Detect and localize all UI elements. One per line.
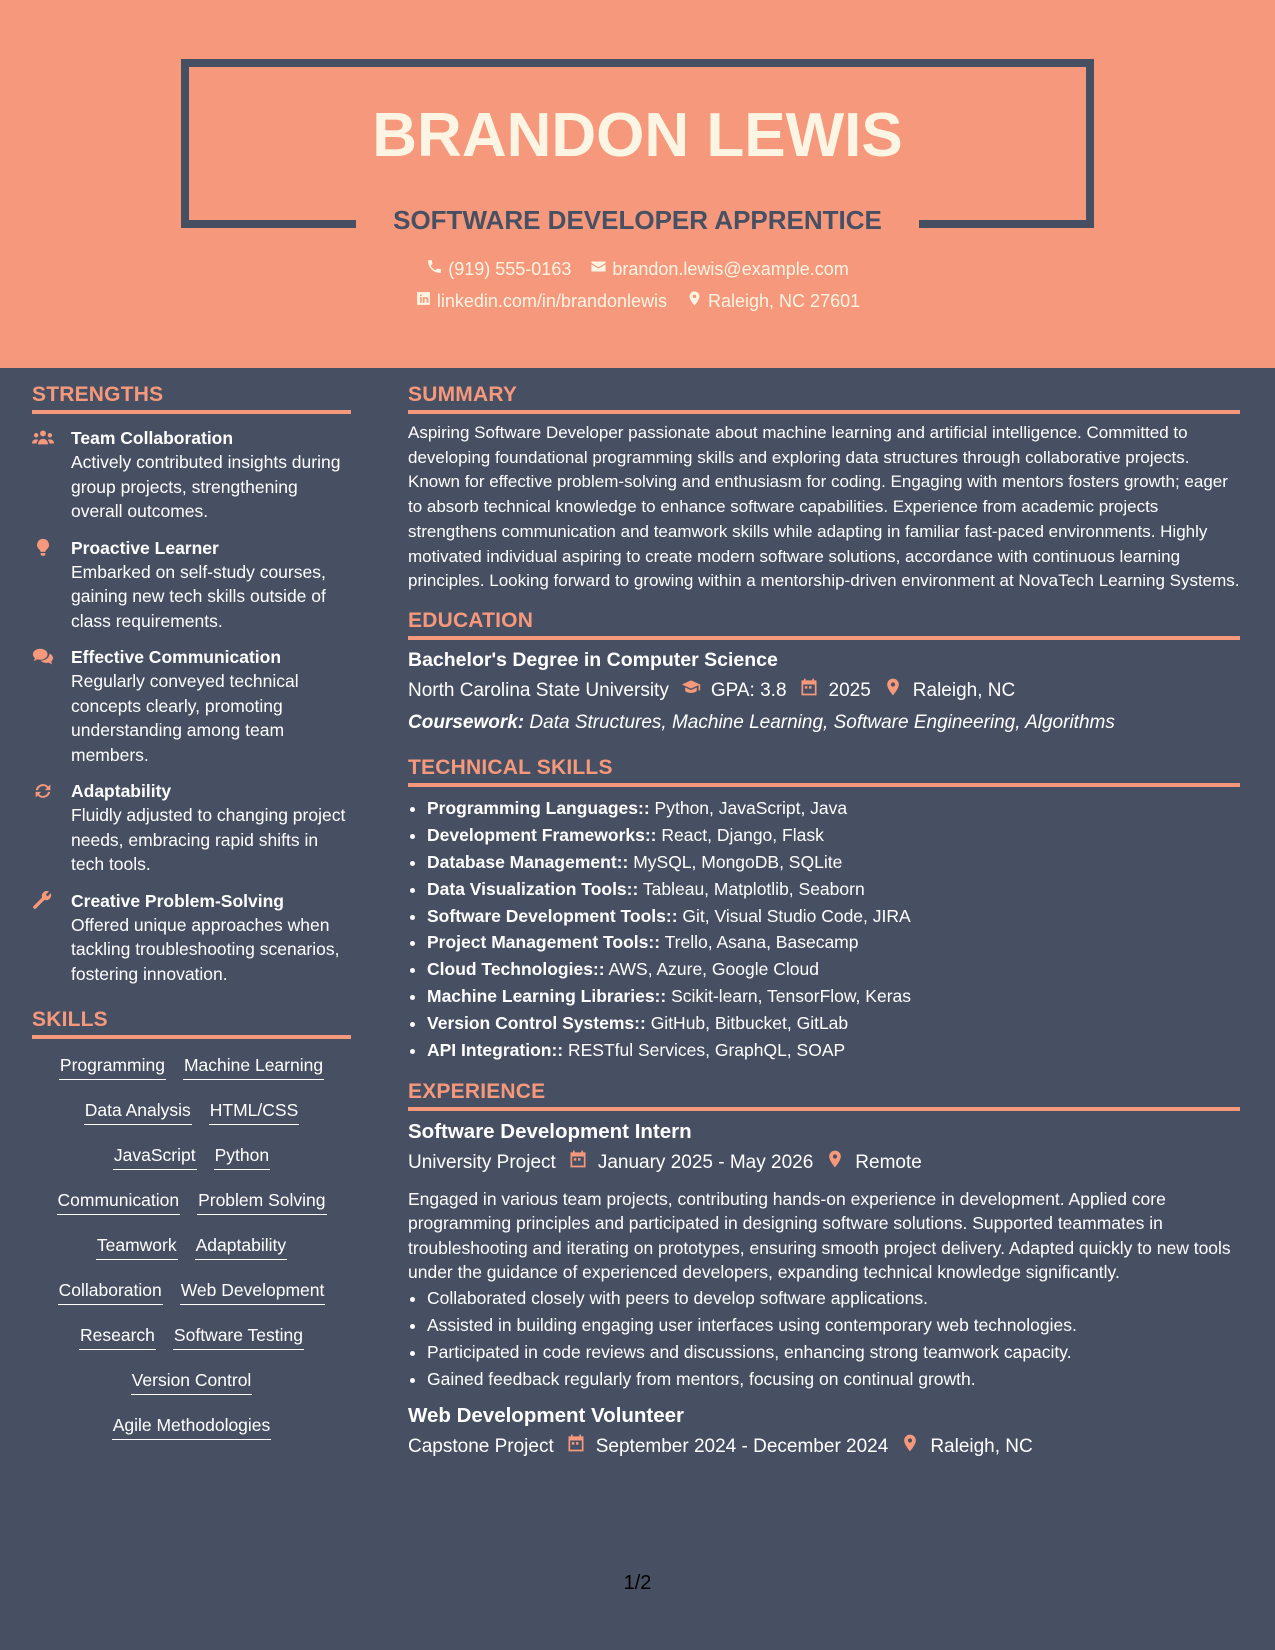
- map-marker-icon: [888, 1433, 930, 1461]
- job-entry: [408, 1119, 1240, 1393]
- gpa-text: GPA: 3.8: [710, 679, 787, 701]
- contact-line-1: [0, 258, 1275, 280]
- users-icon: [32, 428, 56, 448]
- education-heading: EDUCATION: [408, 609, 1240, 640]
- linkedin-icon: [415, 290, 437, 312]
- sync-icon: [32, 781, 56, 801]
- skill-values: Tableau, Matplotlib, Seaborn: [642, 878, 865, 899]
- education-meta: [408, 677, 1240, 705]
- job-bullets: [408, 1285, 1240, 1393]
- list-item: • Collaborated closely with peers to develop software applications.: [427, 1285, 1240, 1312]
- calendar-icon: [787, 677, 829, 705]
- skill-tag: Data Analysis: [84, 1098, 192, 1125]
- degree-title: Bachelor's Degree in Computer Science: [408, 648, 778, 671]
- skill-values: React, Django, Flask: [661, 824, 824, 845]
- strength-item: [32, 889, 351, 987]
- map-marker-icon: [813, 1149, 855, 1177]
- skill-category: Machine Learning Libraries::: [427, 986, 667, 1007]
- linkedin-contact[interactable]: [415, 290, 667, 312]
- strength-title: Proactive Learner: [71, 537, 219, 558]
- list-item: [427, 903, 1240, 930]
- skill-category: Development Frameworks::: [427, 824, 657, 845]
- skill-tag: Problem Solving: [197, 1188, 326, 1215]
- header-frame-top: [181, 59, 1094, 67]
- graduation-year: 2025: [828, 679, 871, 701]
- skill-values: Scikit-learn, TensorFlow, Keras: [671, 986, 912, 1007]
- skill-tag: Programming: [59, 1053, 166, 1080]
- location-contact: [686, 290, 860, 312]
- skill-category: Version Control Systems::: [427, 1013, 646, 1034]
- map-marker-icon: [686, 290, 708, 312]
- skill-category: Data Visualization Tools::: [427, 878, 639, 899]
- skill-category: Software Development Tools::: [427, 905, 678, 926]
- strength-item: [32, 426, 351, 524]
- skill-category: Database Management::: [427, 851, 629, 872]
- strength-item: [32, 536, 351, 634]
- skill-category: Cloud Technologies::: [427, 959, 605, 980]
- envelope-icon: [590, 258, 612, 280]
- skill-row: [32, 1188, 351, 1233]
- header-banner: [0, 0, 1275, 368]
- strength-desc: Embarked on self-study courses, gaining new tech skills outside of class requirements.: [71, 561, 326, 631]
- list-item: • Participated in code reviews and discussions, enhancing strong teamwork capacity.: [427, 1339, 1240, 1366]
- technical-skills-list: [408, 795, 1240, 1064]
- job-location: Raleigh, NC: [930, 1435, 1033, 1457]
- list-item: [427, 983, 1240, 1010]
- skill-tag: Software Testing: [173, 1323, 304, 1350]
- summary-heading: SUMMARY: [408, 383, 1240, 414]
- lightbulb-icon: [32, 538, 56, 558]
- skill-tag: Teamwork: [96, 1233, 178, 1260]
- skill-row: [32, 1323, 351, 1368]
- technical-skills-heading: TECHNICAL SKILLS: [408, 756, 1240, 787]
- skill-values: RESTful Services, GraphQL, SOAP: [567, 1040, 846, 1061]
- strength-title: Adaptability: [71, 781, 172, 801]
- phone-icon: [426, 258, 448, 280]
- strength-title: Team Collaboration: [71, 428, 234, 448]
- skill-row: [32, 1143, 351, 1188]
- strength-desc: Regularly conveyed technical concepts clearly, promoting understanding among team members.: [71, 671, 299, 765]
- calendar-icon: [556, 1149, 598, 1177]
- skill-values: Python, JavaScript, Java: [654, 797, 848, 818]
- job-dates: September 2024 - December 2024: [595, 1435, 889, 1457]
- skill-row: [32, 1098, 351, 1143]
- strength-title: Creative Problem-Solving: [71, 890, 284, 911]
- job-entry-title: Software Development Intern: [408, 1119, 692, 1143]
- skill-values: GitHub, Bitbucket, GitLab: [650, 1013, 849, 1034]
- job-title: SOFTWARE DEVELOPER APPRENTICE: [393, 205, 882, 235]
- map-marker-icon: [871, 677, 913, 705]
- school-name: North Carolina State University: [408, 679, 669, 701]
- comments-icon: [32, 647, 56, 667]
- skill-tag: Python: [214, 1143, 270, 1170]
- graduation-cap-icon: [669, 677, 711, 705]
- job-org: University Project: [408, 1151, 556, 1173]
- job-meta: [408, 1433, 1240, 1461]
- list-item: [427, 822, 1240, 849]
- skill-tag: Communication: [57, 1188, 181, 1215]
- coursework-list: Data Structures, Machine Learning, Software Engineering, Algorithms: [529, 711, 1115, 733]
- calendar-icon: [554, 1433, 596, 1461]
- list-item: • Gained feedback regularly from mentors, focusing on continual growth.: [427, 1366, 1240, 1393]
- skill-tag: Research: [79, 1323, 156, 1350]
- strength-item: [32, 779, 351, 877]
- skill-values: MySQL, MongoDB, SQLite: [633, 851, 843, 872]
- skill-tag: Collaboration: [58, 1278, 163, 1305]
- list-item: [427, 1010, 1240, 1037]
- skill-row: [32, 1413, 351, 1458]
- skill-values: Trello, Asana, Basecamp: [664, 932, 859, 953]
- job-meta: [408, 1149, 1240, 1177]
- skill-tag: HTML/CSS: [209, 1098, 299, 1125]
- skill-tag: Agile Methodologies: [112, 1413, 272, 1440]
- strength-desc: Actively contributed insights during group projects, strengthening overall outcomes.: [71, 452, 341, 521]
- linkedin-text: linkedin.com/in/brandonlewis: [436, 290, 667, 311]
- skill-tag: Adaptability: [195, 1233, 287, 1260]
- skills-heading: SKILLS: [32, 1008, 351, 1039]
- list-item: [427, 929, 1240, 956]
- skill-row: [32, 1053, 351, 1098]
- experience-heading: EXPERIENCE: [408, 1080, 1240, 1111]
- skill-tag: Web Development: [180, 1278, 326, 1305]
- list-item: [427, 849, 1240, 876]
- skill-values: Git, Visual Studio Code, JIRA: [682, 905, 911, 926]
- wrench-icon: [32, 891, 56, 911]
- skill-tag: Machine Learning: [183, 1053, 324, 1080]
- education-location: Raleigh, NC: [912, 679, 1016, 701]
- job-entry: [408, 1403, 1240, 1461]
- skill-category: Programming Languages::: [427, 797, 650, 818]
- list-item: • Assisted in building engaging user interfaces using contemporary web technologies.: [427, 1312, 1240, 1339]
- phone-text: (919) 555-0163: [448, 258, 572, 279]
- list-item: [427, 1037, 1240, 1064]
- contact-line-2: [0, 290, 1275, 312]
- skill-row: [32, 1368, 351, 1413]
- skills-list: [32, 1053, 351, 1458]
- skill-values: AWS, Azure, Google Cloud: [608, 959, 819, 980]
- skill-category: Project Management Tools::: [427, 932, 661, 953]
- email-text: brandon.lewis@example.com: [612, 258, 849, 279]
- strength-item: [32, 645, 351, 767]
- strengths-heading: STRENGTHS: [32, 383, 351, 414]
- job-entry-title: Web Development Volunteer: [408, 1403, 685, 1427]
- email-contact[interactable]: [590, 258, 848, 280]
- summary-text: Aspiring Software Developer passionate about machine learning and artificial intelligence. Committed to developing foundational programming skills and exploring data structures through collaborative projects. Known for effective problem-solving and enthusiasm for coding. Engaging with mentors fosters growth; eager to absorb technical knowledge to enhance software capabilities. Experience from academic projects strengthens communication and teamwork skills while adapting in familiar fast-paced environments. Highly motivated individual aspiring to create modern software solutions, accordance with continuous learning principles. Looking forward to growing within a mentorship-driven environment at NovaTech Learning Systems.: [408, 423, 1240, 591]
- left-column: [32, 383, 351, 1458]
- location-text: Raleigh, NC 27601: [708, 290, 861, 311]
- skill-row: [32, 1278, 351, 1323]
- strength-title: Effective Communication: [71, 647, 282, 667]
- strength-desc: Fluidly adjusted to changing project needs, embracing rapid shifts in tech tools.: [71, 805, 346, 874]
- candidate-name: BRANDON LEWIS: [372, 101, 903, 170]
- list-item: [427, 876, 1240, 903]
- phone-contact[interactable]: [426, 258, 571, 280]
- skill-tag: Version Control: [131, 1368, 253, 1395]
- skill-tag: JavaScript: [113, 1143, 197, 1170]
- job-description: Engaged in various team projects, contributing hands-on experience in development. Applied core programming principles and participated in designing software solutions. Supported teammates in troubleshooting and iterating on prototypes, ensuring smooth project delivery. Adapted quickly to new tools under the guidance of experienced developers, expanding technical knowledge significantly.: [408, 1188, 1231, 1283]
- skill-row: [32, 1233, 351, 1278]
- coursework: [408, 710, 1240, 736]
- job-dates: January 2025 - May 2026: [597, 1151, 814, 1173]
- page-number: 1/2: [623, 1572, 652, 1594]
- right-column: [408, 383, 1240, 1461]
- list-item: [427, 795, 1240, 822]
- skill-category: API Integration::: [427, 1040, 564, 1061]
- job-org: Capstone Project: [408, 1435, 554, 1457]
- job-location: Remote: [855, 1151, 922, 1173]
- list-item: [427, 956, 1240, 983]
- strength-desc: Offered unique approaches when tackling troubleshooting scenarios, fostering innovation.: [71, 914, 340, 984]
- coursework-label: Coursework:: [408, 711, 525, 733]
